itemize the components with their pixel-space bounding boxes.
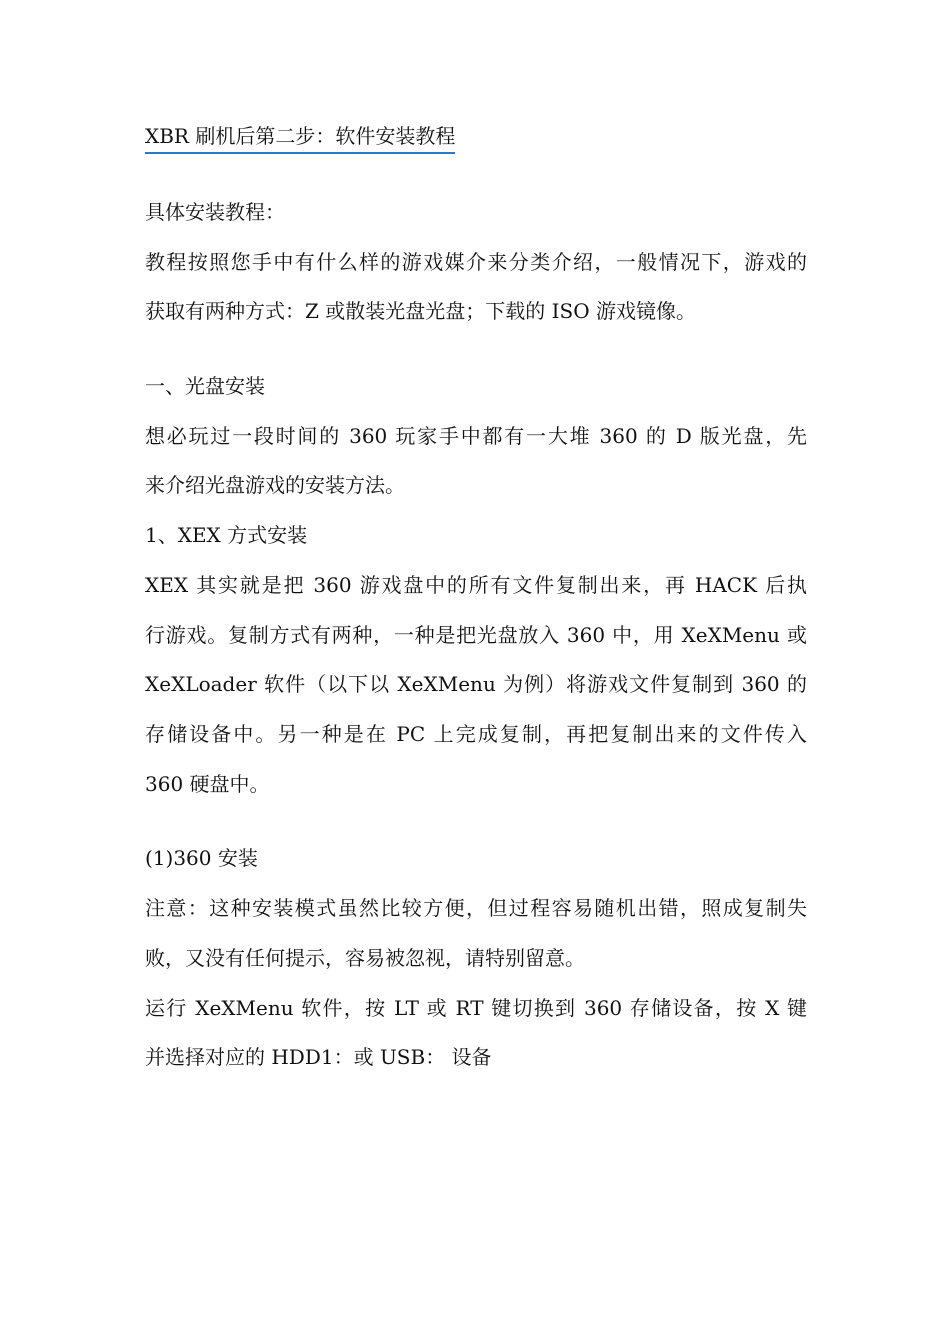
paragraph-line: 存储设备中。另一种是在 PC 上完成复制，再把复制出来的文件传入 bbox=[145, 722, 807, 746]
paragraph-line: 教程按照您手中有什么样的游戏媒介来分类介绍，一般情况下，游戏的 bbox=[145, 250, 807, 274]
paragraph-line: 注意：这种安装模式虽然比较方便，但过程容易随机出错，照成复制失 bbox=[145, 896, 807, 920]
paragraph-line: 获取有两种方式：Z 或散装光盘光盘；下载的 ISO 游戏镜像。 bbox=[145, 299, 696, 323]
paragraph-line: 败，又没有任何提示，容易被忽视，请特别留意。 bbox=[145, 946, 585, 970]
paragraph-line: 想必玩过一段时间的 360 玩家手中都有一大堆 360 的 D 版光盘，先 bbox=[145, 424, 807, 448]
paragraph-line: 360 硬盘中。 bbox=[145, 772, 270, 796]
paragraph-line: XeXLoader 软件（以下以 XeXMenu 为例）将游戏文件复制到 360 的 bbox=[145, 672, 807, 696]
paragraph-line: 行游戏。复制方式有两种，一种是把光盘放入 360 中，用 XeXMenu 或 bbox=[145, 623, 807, 647]
section-heading: 一、光盘安装 bbox=[145, 374, 265, 398]
paragraph-line: 运行 XeXMenu 软件，按 LT 或 RT 键切换到 360 存储设备，按 X 键 bbox=[145, 996, 807, 1020]
subsection-heading: (1)360 安装 bbox=[145, 846, 258, 870]
document-title: XBR 刷机后第二步：软件安装教程 bbox=[145, 122, 455, 154]
paragraph-line: 具体安装教程： bbox=[145, 200, 285, 224]
paragraph-line: 并选择对应的 HDD1：或 USB： 设备 bbox=[145, 1045, 492, 1069]
subsection-heading: 1、XEX 方式安装 bbox=[145, 523, 308, 547]
paragraph-line: XEX 其实就是把 360 游戏盘中的所有文件复制出来，再 HACK 后执 bbox=[145, 573, 807, 597]
paragraph-line: 来介绍光盘游戏的安装方法。 bbox=[145, 473, 405, 497]
